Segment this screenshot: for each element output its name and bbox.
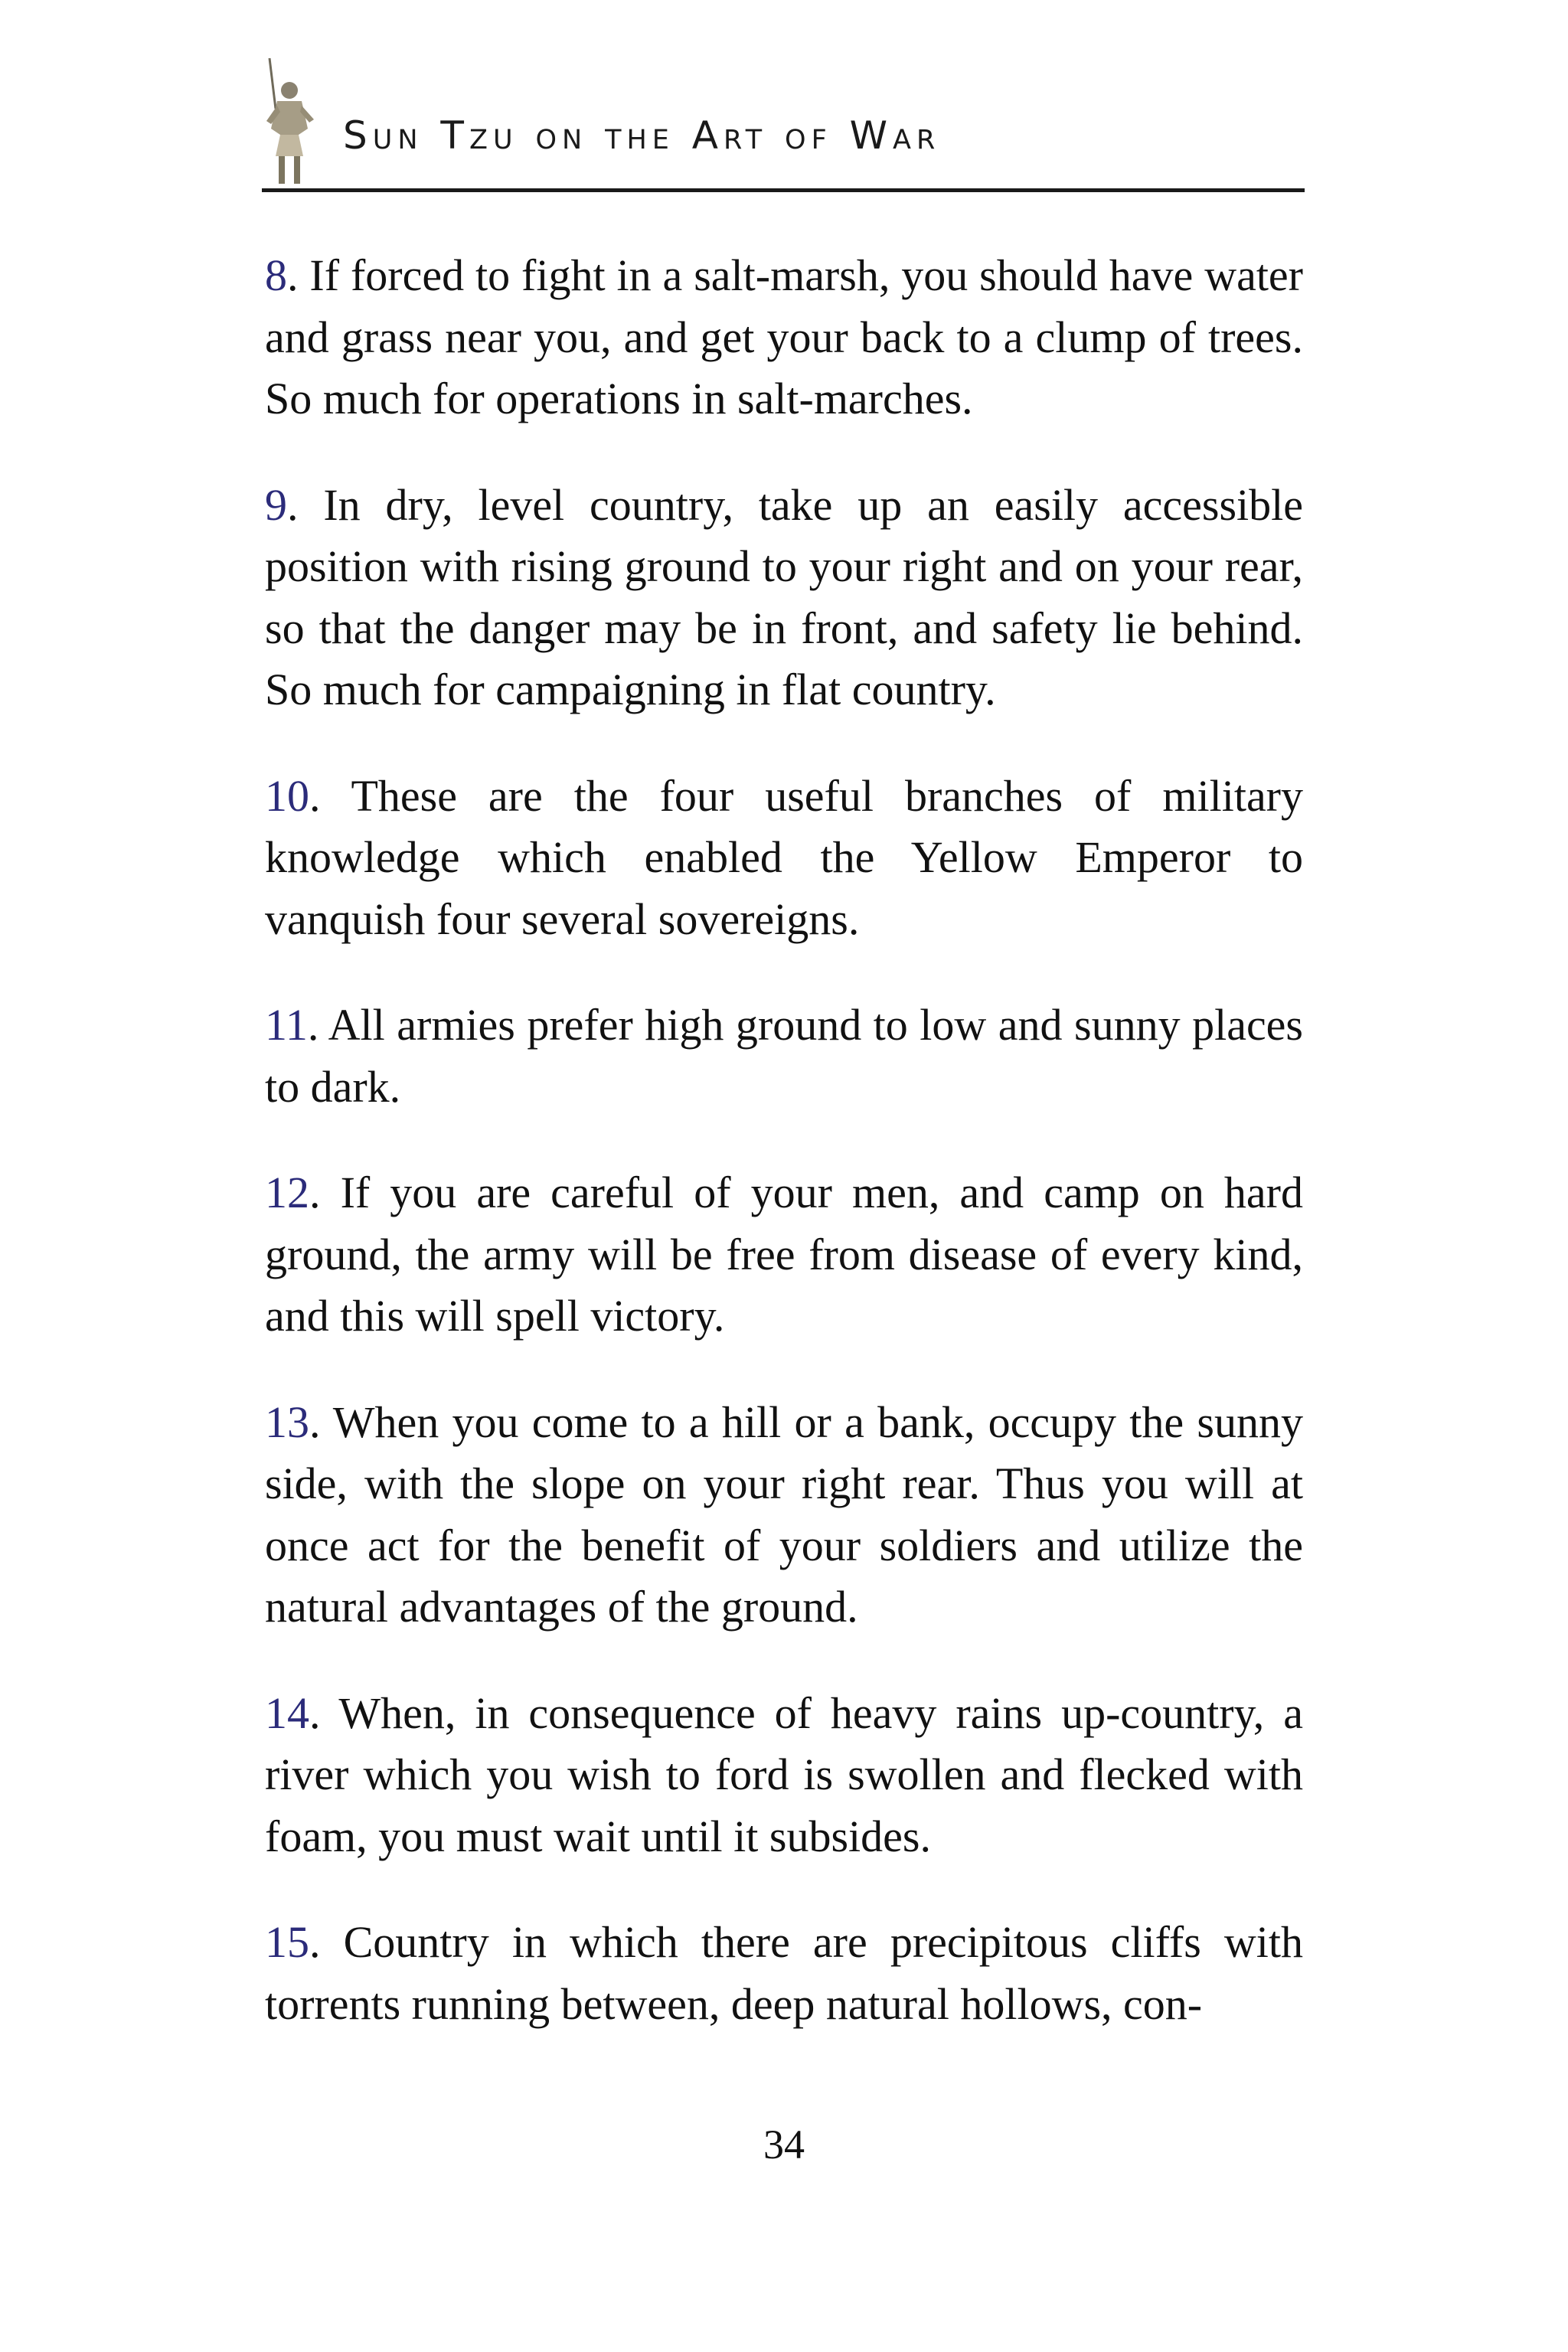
paragraph — [265, 1162, 1303, 1348]
warrior-figure-icon — [262, 55, 317, 187]
paragraph-text: . These are the four useful branches of military knowledge which enabled the Yellow Emperor to vanquish four several sovereigns. — [265, 770, 1303, 944]
paragraph-number: 8 — [265, 250, 287, 300]
page-header — [262, 55, 1305, 193]
paragraph-text: . When, in consequence of heavy rains up-country, a river which you wish to ford is swollen and flecked with foam, you must wait until it subsides. — [265, 1687, 1303, 1861]
paragraph-number: 12 — [265, 1168, 309, 1217]
paragraph — [265, 475, 1303, 721]
paragraph — [265, 1392, 1303, 1638]
header-rule — [262, 188, 1305, 192]
paragraph — [265, 1912, 1303, 2035]
paragraph — [265, 245, 1303, 430]
paragraph-text: . If forced to fight in a salt-marsh, you should have water and grass near you, and get your back to a clump of trees. So much for operations in salt-marches. — [265, 250, 1303, 423]
paragraph-text: . Country in which there are precipitous cliffs with torrents running between, deep natural hollows, con- — [265, 1917, 1303, 2029]
paragraph-number: 14 — [265, 1687, 309, 1738]
paragraph-text: . If you are careful of your men, and camp on hard ground, the army will be free from disease of every kind, and this will spell victory. — [265, 1168, 1303, 1341]
paragraph — [265, 995, 1303, 1118]
paragraph-number: 9 — [265, 479, 287, 530]
paragraph-number: 11 — [265, 1000, 308, 1050]
body-text — [265, 245, 1303, 2035]
paragraph-number: 15 — [265, 1917, 309, 1967]
paragraph-number: 10 — [265, 770, 309, 821]
paragraph-number: 13 — [265, 1396, 309, 1447]
paragraph-text: . In dry, level country, take up an easily accessible position with rising ground to your right and on your rear, so that the danger may be in front, and safety lie behind. So much for campaigning in flat country. — [265, 479, 1303, 714]
paragraph — [265, 766, 1303, 951]
page-number: 34 — [763, 2122, 805, 2167]
running-head-title: Sun Tzu on the Art of War — [343, 113, 941, 158]
paragraph-text: . All armies prefer high ground to low and sunny places to dark. — [265, 1000, 1303, 1112]
paragraph — [265, 1683, 1303, 1868]
paragraph-text: . When you come to a hill or a bank, occupy the sunny side, with the slope on your right rear. Thus you will at once act for the benefit of your soldiers and utilize the natural advantages of the ground. — [265, 1396, 1303, 1632]
